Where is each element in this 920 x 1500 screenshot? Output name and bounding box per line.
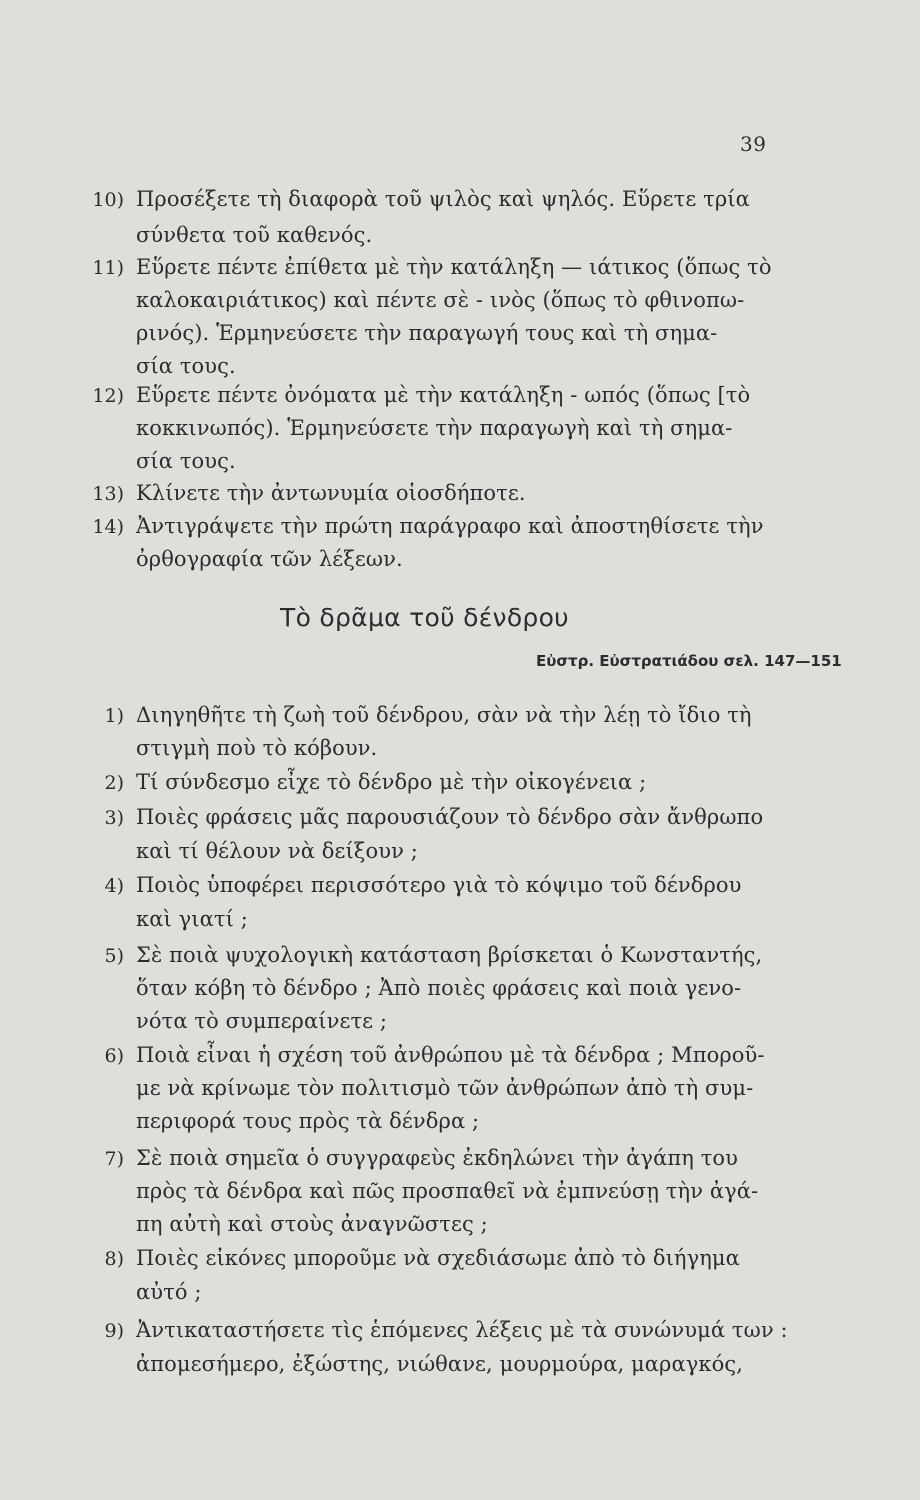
exercise-number: 13) (92, 483, 124, 505)
exercise-line: Κλίνετε τὴν ἀντωνυμία οἱοσδήποτε. (136, 481, 526, 505)
question-line: περιφορά τους πρὸς τὰ δένδρα ; (136, 1109, 480, 1133)
question-line: Σὲ ποιὰ σημεῖα ὁ συγγραφεὺς ἐκδηλώνει τὴν ἀγάπη του (136, 1146, 739, 1170)
exercise-number: 14) (92, 516, 124, 538)
question-number: 4) (104, 875, 124, 897)
question-number: 1) (104, 705, 124, 727)
question-line: πρὸς τὰ δένδρα καὶ πῶς προσπαθεῖ νὰ ἐμπνεύσῃ τὴν ἀγά- (136, 1179, 759, 1203)
exercise-line: Ἀντιγράψετε τὴν πρώτη παράγραφο καὶ ἀποστηθίσετε τὴν (136, 514, 764, 538)
exercise-line: σία τους. (136, 449, 236, 473)
exercise-line: ρινός). Ἑρμηνεύσετε τὴν παραγωγή τους καὶ τὴ σημα- (136, 321, 718, 345)
question-line: καὶ τί θέλουν νὰ δείξουν ; (136, 839, 418, 863)
page-number: 39 (740, 132, 767, 156)
question-line: Ἀντικαταστήσετε τὶς ἑπόμενες λέξεις μὲ τὰ συνώνυμά των : (136, 1318, 788, 1342)
question-line: νότα τὸ συμπεραίνετε ; (136, 1009, 388, 1033)
exercise-line: Εὕρετε πέντε ἐπίθετα μὲ τὴν κατάληξη — ιάτικος (ὅπως τὸ (136, 255, 772, 279)
question-line: Ποιὲς φράσεις μᾶς παρουσιάζουν τὸ δένδρο σὰν ἄνθρωπο (136, 805, 764, 829)
question-line: πη αὐτὴ καὶ στοὺς ἀναγνῶστες ; (136, 1212, 488, 1236)
question-line: καὶ γιατί ; (136, 907, 248, 931)
exercise-number: 12) (92, 385, 124, 407)
question-line: αὐτό ; (136, 1280, 202, 1304)
exercise-number: 10) (92, 189, 124, 211)
exercise-line: Προσέξετε τὴ διαφορὰ τοῦ ψιλὸς καὶ ψηλός. Εὕρετε τρία (136, 187, 750, 211)
question-line: Σὲ ποιὰ ψυχολογικὴ κατάσταση βρίσκεται ὁ Κωνσταντής, (136, 943, 763, 967)
question-number: 6) (104, 1045, 124, 1067)
question-line: Ποιὰ εἶναι ἡ σχέση τοῦ ἀνθρώπου μὲ τὰ δένδρα ; Μποροῦ- (136, 1043, 765, 1067)
question-line: Διηγηθῆτε τὴ ζωὴ τοῦ δένδρου, σὰν νὰ τὴν λέῃ τὸ ἴδιο τὴ (136, 703, 752, 727)
exercise-number: 11) (92, 257, 124, 279)
exercise-line: σύνθετα τοῦ καθενός. (136, 223, 373, 247)
question-line: Ποιὸς ὑποφέρει περισσότερο γιὰ τὸ κόψιμο τοῦ δένδρου (136, 873, 742, 897)
question-number: 8) (104, 1248, 124, 1270)
question-line: ἀπομεσήμερο, ἐξώστης, νιώθανε, μουρμούρα, μαραγκός, (136, 1352, 744, 1376)
section-title: Τὸ δρᾶμα τοῦ δένδρου (280, 603, 569, 632)
question-line: στιγμὴ ποὺ τὸ κόβουν. (136, 736, 378, 760)
exercise-line: ὀρθογραφία τῶν λέξεων. (136, 547, 403, 571)
exercise-line: καλοκαιριάτικος) καὶ πέντε σὲ - ινὸς (ὅπως τὸ φθινοπω- (136, 288, 745, 312)
exercise-line: Εὕρετε πέντε ὀνόματα μὲ τὴν κατάληξη - ωπός (ὅπως [τὸ (136, 383, 751, 407)
question-number: 3) (104, 807, 124, 829)
exercise-line: κοκκινωπός). Ἑρμηνεύσετε τὴν παραγωγὴ καὶ τὴ σημα- (136, 416, 733, 440)
question-line: Ποιὲς εἰκόνες μποροῦμε νὰ σχεδιάσωμε ἀπὸ τὸ διήγημα (136, 1246, 740, 1270)
question-line: ὅταν κόβη τὸ δένδρο ; Ἀπὸ ποιὲς φράσεις καὶ ποιὰ γενο- (136, 976, 742, 1000)
question-line: Τί σύνδεσμο εἶχε τὸ δένδρο μὲ τὴν οἰκογένεια ; (136, 770, 647, 794)
question-line: με νὰ κρίνωμε τὸν πολιτισμὸ τῶν ἀνθρώπων ἀπὸ τὴ συμ- (136, 1076, 754, 1100)
exercise-line: σία τους. (136, 354, 236, 378)
question-number: 7) (104, 1148, 124, 1170)
source-reference: Εὐστρ. Εὐστρατιάδου σελ. 147—151 (536, 652, 842, 670)
question-number: 9) (104, 1320, 124, 1342)
question-number: 5) (104, 945, 124, 967)
question-number: 2) (104, 772, 124, 794)
